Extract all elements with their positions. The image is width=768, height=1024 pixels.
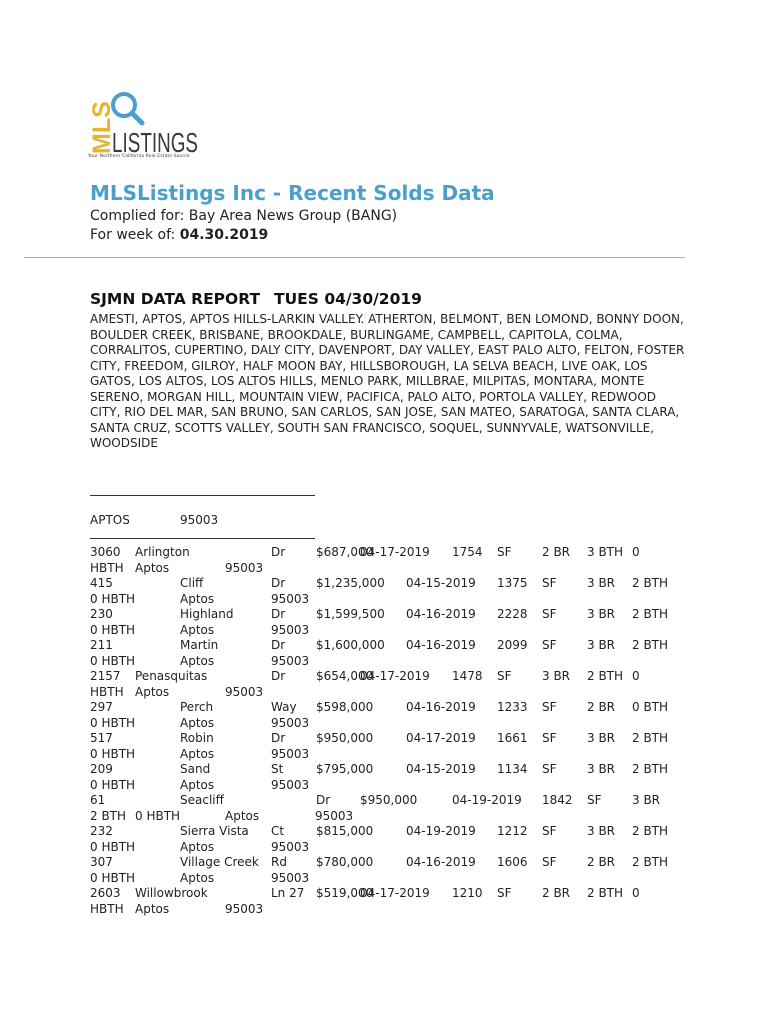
record-field: Dr — [271, 607, 286, 621]
record-field: 2 BTH — [632, 855, 669, 869]
record-field: Perch — [180, 700, 214, 714]
record-field: 3 BTH — [587, 545, 624, 559]
record-field: Dr — [271, 731, 286, 745]
mlslistings-logo — [88, 90, 218, 168]
record-field: Aptos — [180, 870, 215, 885]
record-field: 517 — [90, 731, 113, 745]
record-field: 95003 — [315, 808, 354, 823]
logo-wordmark: LISTINGS — [112, 127, 198, 154]
record-field: Aptos — [180, 653, 215, 668]
record-field: Aptos — [180, 715, 215, 730]
record-field: 0 HBTH — [90, 622, 136, 637]
record-field: 0 BTH — [632, 700, 669, 714]
record-field: 1754 — [452, 545, 483, 559]
record-field: HBTH — [90, 560, 124, 575]
record-field: $950,000 — [316, 731, 374, 745]
record-field: 0 HBTH — [135, 808, 181, 823]
record-field: 3 BR — [587, 824, 616, 838]
record-field: 1134 — [497, 762, 528, 776]
record-field: 1375 — [497, 576, 528, 590]
report-name: SJMN DATA REPORT — [90, 290, 261, 308]
record-field: 04-17-2019 — [360, 886, 430, 900]
record-field: 2 BTH — [90, 808, 127, 823]
record-field: 95003 — [271, 777, 310, 792]
record-field: Penasquitas — [135, 669, 208, 683]
record-field: Aptos — [180, 839, 215, 854]
report-date: TUES 04/30/2019 — [274, 290, 422, 308]
record-field: Aptos — [135, 560, 170, 575]
record-field: 0 HBTH — [90, 746, 136, 761]
record-field: 1842 — [542, 793, 573, 807]
record-field: 415 — [90, 576, 113, 590]
record-field: 1233 — [497, 700, 528, 714]
record-field: Ct — [271, 824, 285, 838]
record-field: 04-16-2019 — [406, 607, 476, 621]
record-field: 95003 — [225, 560, 264, 575]
record-field: Seacliff — [180, 793, 224, 807]
magnifier-icon — [113, 94, 142, 123]
record-field: 209 — [90, 762, 113, 776]
record-field: $795,000 — [316, 762, 374, 776]
record-field: 2 BTH — [587, 669, 624, 683]
record-field: SF — [497, 886, 512, 900]
record-field: 2 BTH — [632, 731, 669, 745]
record-field: 04-16-2019 — [406, 638, 476, 652]
section-city: APTOS — [90, 513, 130, 527]
record-field: Aptos — [225, 808, 260, 823]
area-list: AMESTI, APTOS, APTOS HILLS-LARKIN VALLEY. ATHERTON, BELMONT, BEN LOMOND, BONNY DOON, BOULDER CREEK, BRISBANE, BROOKDALE, BURLINGAME, CAMPBELL, CAPITOLA, COLMA, CORRALITOS, CUPERTINO, DALY CITY, DAVENPORT, DAY VALLEY, EAST PALO ALTO, FELTON, FOSTER CITY, FREEDOM, GILROY, HALF MOON BAY, HILLSBOROUGH, LA SELVA BEACH, LIVE OAK, LOS GATOS, LOS ALTOS, LOS ALTOS HILLS, MENLO PARK, MILLBRAE, MILPITAS, MONTARA, MONTE SERENO, MORGAN HILL, MOUNTAIN VIEW, PACIFICA, PALO ALTO, PORTOLA VALLEY, REDWOOD CITY, RIO DEL MAR, SAN BRUNO, SAN CARLOS, SAN JOSE, SAN MATEO, SARATOGA, SANTA CLARA, SANTA CRUZ, SCOTTS VALLEY, SOUTH SAN FRANCISCO, SOQUEL, SUNNYVALE, WATSONVILLE, WOODSIDE — [90, 312, 685, 450]
record-field: Aptos — [135, 684, 170, 699]
record-field: 0 HBTH — [90, 839, 136, 854]
record-field: 0 HBTH — [90, 777, 136, 792]
record-field: $598,000 — [316, 700, 374, 714]
record-field: Ln 27 — [271, 886, 305, 900]
record-field: SF — [497, 545, 512, 559]
record-field: 3 BR — [587, 576, 616, 590]
record-field: 297 — [90, 700, 113, 714]
section-zip: 95003 — [180, 513, 219, 527]
record-field: 307 — [90, 855, 113, 869]
record-field: 95003 — [271, 622, 310, 637]
record-field: 95003 — [271, 839, 310, 854]
record-field: SF — [542, 855, 557, 869]
record-field: 2157 — [90, 669, 121, 683]
page-title: MLSListings Inc - Recent Solds Data — [90, 181, 495, 205]
record-field: 95003 — [271, 715, 310, 730]
week-label: For week of: — [90, 227, 176, 243]
record-field: $1,600,000 — [316, 638, 385, 652]
report-heading — [90, 290, 422, 308]
record-field: 0 HBTH — [90, 715, 136, 730]
record-field: 95003 — [271, 591, 310, 606]
record-field: 2 BTH — [632, 824, 669, 838]
record-field: 0 — [632, 545, 640, 559]
record-field: Aptos — [180, 591, 215, 606]
record-field: Sierra Vista — [180, 824, 249, 838]
record-field: 3 BR — [632, 793, 661, 807]
record-field: $1,235,000 — [316, 576, 385, 590]
record-field: Aptos — [180, 746, 215, 761]
record-field: 1661 — [497, 731, 528, 745]
record-field: 0 HBTH — [90, 653, 136, 668]
week-of — [90, 227, 268, 243]
record-field: 2 BTH — [632, 638, 669, 652]
record-field: 2603 — [90, 886, 121, 900]
record-field: $950,000 — [360, 793, 418, 807]
record-field: SF — [542, 700, 557, 714]
record-field: 04-15-2019 — [406, 762, 476, 776]
record-field: 1606 — [497, 855, 528, 869]
compiled-for: Complied for: Bay Area News Group (BANG) — [90, 208, 398, 224]
record-field: 95003 — [271, 870, 310, 885]
record-field: SF — [587, 793, 602, 807]
logo-mls-text: MLS — [88, 101, 116, 154]
record-field: 0 — [632, 886, 640, 900]
record-field: Robin — [180, 731, 214, 745]
record-field: 2 BTH — [632, 762, 669, 776]
record-field: Cliff — [180, 576, 204, 590]
record-field: Aptos — [135, 901, 170, 916]
record-field: Arlington — [135, 545, 190, 559]
record-field: 04-17-2019 — [406, 731, 476, 745]
record-field: HBTH — [90, 684, 124, 699]
record-field: 0 HBTH — [90, 591, 136, 606]
logo-tagline: Your Northern California Real Estate Source — [88, 154, 190, 159]
record-field: 2228 — [497, 607, 528, 621]
record-field: 04-16-2019 — [406, 700, 476, 714]
record-field: 2 BR — [587, 855, 616, 869]
record-field: SF — [542, 824, 557, 838]
record-field: 0 — [632, 669, 640, 683]
week-value: 04.30.2019 — [179, 227, 269, 243]
record-field: 232 — [90, 824, 113, 838]
record-field: HBTH — [90, 901, 124, 916]
record-field: 2 BTH — [587, 886, 624, 900]
record-field: 3 BR — [542, 669, 571, 683]
record-field: 1478 — [452, 669, 483, 683]
record-field: 3 BR — [587, 762, 616, 776]
record-field: SF — [497, 669, 512, 683]
record-field: 95003 — [271, 746, 310, 761]
record-field: Martin — [180, 638, 219, 652]
record-field: Dr — [271, 545, 286, 559]
record-field: St — [271, 762, 284, 776]
logo-mark — [88, 90, 218, 154]
record-field: 04-19-2019 — [452, 793, 522, 807]
record-field: 2099 — [497, 638, 528, 652]
record-field: 3060 — [90, 545, 121, 559]
record-field: 3 BR — [587, 731, 616, 745]
record-field: SF — [542, 638, 557, 652]
record-field: 2 BR — [542, 886, 571, 900]
record-field: 2 BTH — [632, 607, 669, 621]
record-field: 1210 — [452, 886, 483, 900]
record-field: 1212 — [497, 824, 528, 838]
record-field: Aptos — [180, 622, 215, 637]
record-field: 95003 — [271, 653, 310, 668]
record-field: Dr — [271, 669, 286, 683]
record-field: 2 BTH — [632, 576, 669, 590]
record-field: Village Creek — [180, 855, 259, 869]
record-field: 04-17-2019 — [360, 669, 430, 683]
record-field: Aptos — [180, 777, 215, 792]
record-field: $687,000 — [316, 545, 374, 559]
record-field: 0 HBTH — [90, 870, 136, 885]
record-field: 211 — [90, 638, 113, 652]
record-field: 04-15-2019 — [406, 576, 476, 590]
record-field: SF — [542, 576, 557, 590]
record-field: 3 BR — [587, 607, 616, 621]
record-field: 04-16-2019 — [406, 855, 476, 869]
record-field: Dr — [271, 576, 286, 590]
section-rule-top — [90, 495, 315, 496]
record-field: $519,000 — [316, 886, 374, 900]
record-field: 95003 — [225, 684, 264, 699]
record-field: 2 BR — [542, 545, 571, 559]
record-field: 04-19-2019 — [406, 824, 476, 838]
record-field: $1,599,500 — [316, 607, 385, 621]
record-field: $654,000 — [316, 669, 374, 683]
record-field: 95003 — [225, 901, 264, 916]
record-field: 2 BR — [587, 700, 616, 714]
record-field: Willowbrook — [135, 886, 208, 900]
section-rule-bottom — [90, 538, 315, 539]
record-field: Dr — [271, 638, 286, 652]
record-field: $815,000 — [316, 824, 374, 838]
record-field: SF — [542, 762, 557, 776]
record-field: 04-17-2019 — [360, 545, 430, 559]
record-field: SF — [542, 607, 557, 621]
record-field: Highland — [180, 607, 234, 621]
record-field: Dr — [316, 793, 331, 807]
record-field: 61 — [90, 793, 106, 807]
record-field: Way — [271, 700, 297, 714]
record-field: Sand — [180, 762, 211, 776]
record-field: SF — [542, 731, 557, 745]
record-field: $780,000 — [316, 855, 374, 869]
record-field: 3 BR — [587, 638, 616, 652]
record-field: 230 — [90, 607, 113, 621]
record-field: Rd — [271, 855, 287, 869]
header-divider — [24, 257, 685, 258]
